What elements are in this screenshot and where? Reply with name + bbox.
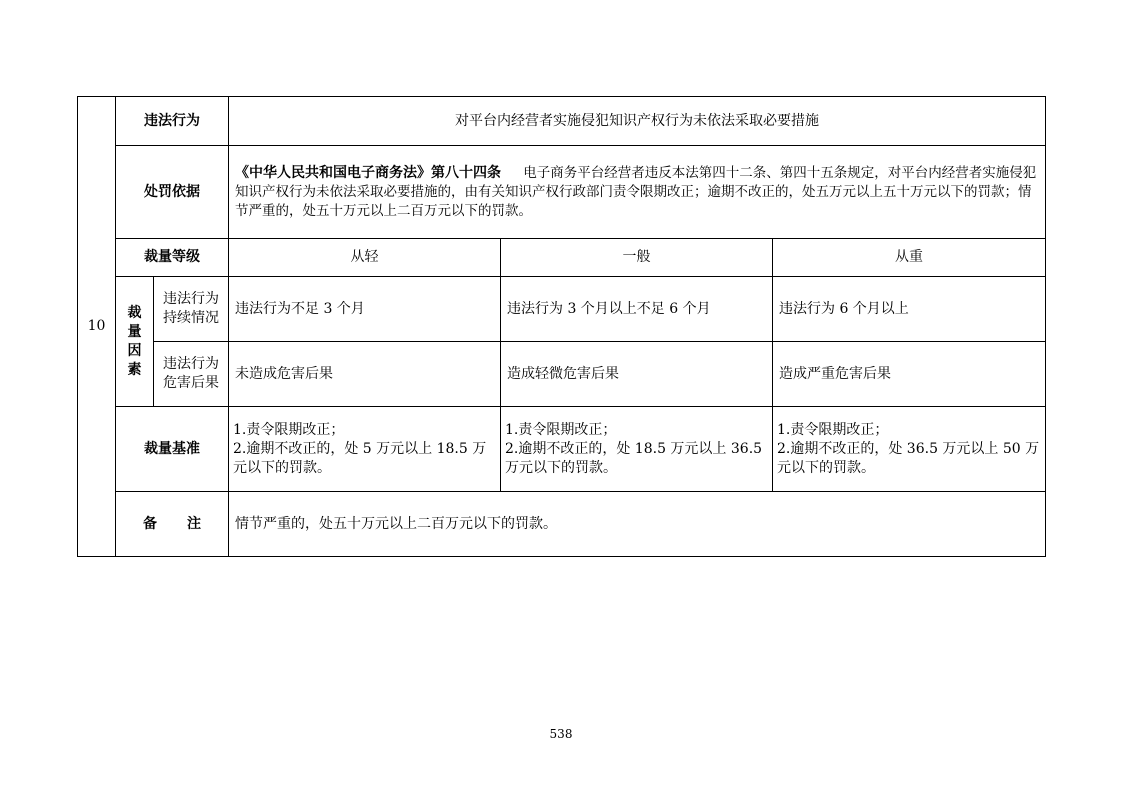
basis-label: 处罚依据 bbox=[116, 146, 229, 239]
basis-cell bbox=[229, 146, 1046, 239]
factor-duration-light: 违法行为不足 3 个月 bbox=[229, 277, 501, 342]
factor-name-harm: 违法行为 危害后果 bbox=[154, 342, 229, 407]
remarks-label: 备 注 bbox=[116, 492, 229, 557]
factor-harm-light: 未造成危害后果 bbox=[229, 342, 501, 407]
standard-light: 1.责令限期改正； 2.逾期不改正的，处 5 万元以上 18.5 万元以下的罚款。 bbox=[229, 407, 501, 492]
standard-normal: 1.责令限期改正； 2.逾期不改正的，处 18.5 万元以上 36.5 万元以下的罚款。 bbox=[501, 407, 773, 492]
basis-law-text: 电子商务平台经营者违反本法第四十二条、第四十五条规定，对平台内经营者实施侵犯知识产权行为未依法采取必要措施的，由有关知识产权行政部门责令限期改正；逾期不改正的，处五万元以上五十万元以下的罚款；情节严重的，处五十万元以上二百万元以下的罚款。 bbox=[235, 164, 1037, 219]
level-normal: 一般 bbox=[501, 239, 773, 277]
levels-row bbox=[78, 239, 1046, 277]
violation-label: 违法行为 bbox=[116, 97, 229, 146]
factor-name-duration: 违法行为 持续情况 bbox=[154, 277, 229, 342]
remarks-text: 情节严重的，处五十万元以上二百万元以下的罚款。 bbox=[229, 492, 1046, 557]
level-heavy: 从重 bbox=[773, 239, 1046, 277]
violation-row bbox=[78, 97, 1046, 146]
factor-duration-normal: 违法行为 3 个月以上不足 6 个月 bbox=[501, 277, 773, 342]
level-light: 从轻 bbox=[229, 239, 501, 277]
factor-duration-heavy: 违法行为 6 个月以上 bbox=[773, 277, 1046, 342]
standards-label: 裁量基准 bbox=[116, 407, 229, 492]
page-number: 538 bbox=[549, 727, 573, 741]
basis-law-title: 《中华人民共和国电子商务法》第八十四条 bbox=[235, 164, 501, 181]
factor-harm-normal: 造成轻微危害后果 bbox=[501, 342, 773, 407]
factor-row-duration bbox=[78, 277, 1046, 342]
factors-label: 裁 量 因 素 bbox=[116, 277, 154, 407]
penalty-discretion-table bbox=[77, 96, 1046, 557]
factor-harm-heavy: 造成严重危害后果 bbox=[773, 342, 1046, 407]
remarks-row bbox=[78, 492, 1046, 557]
standard-heavy: 1.责令限期改正； 2.逾期不改正的，处 36.5 万元以上 50 万元以下的罚款。 bbox=[773, 407, 1046, 492]
factor-row-harm bbox=[78, 342, 1046, 407]
standards-row bbox=[78, 407, 1046, 492]
violation-text: 对平台内经营者实施侵犯知识产权行为未依法采取必要措施 bbox=[229, 97, 1046, 146]
levels-label: 裁量等级 bbox=[116, 239, 229, 277]
row-number: 10 bbox=[78, 97, 116, 557]
basis-row bbox=[78, 146, 1046, 239]
